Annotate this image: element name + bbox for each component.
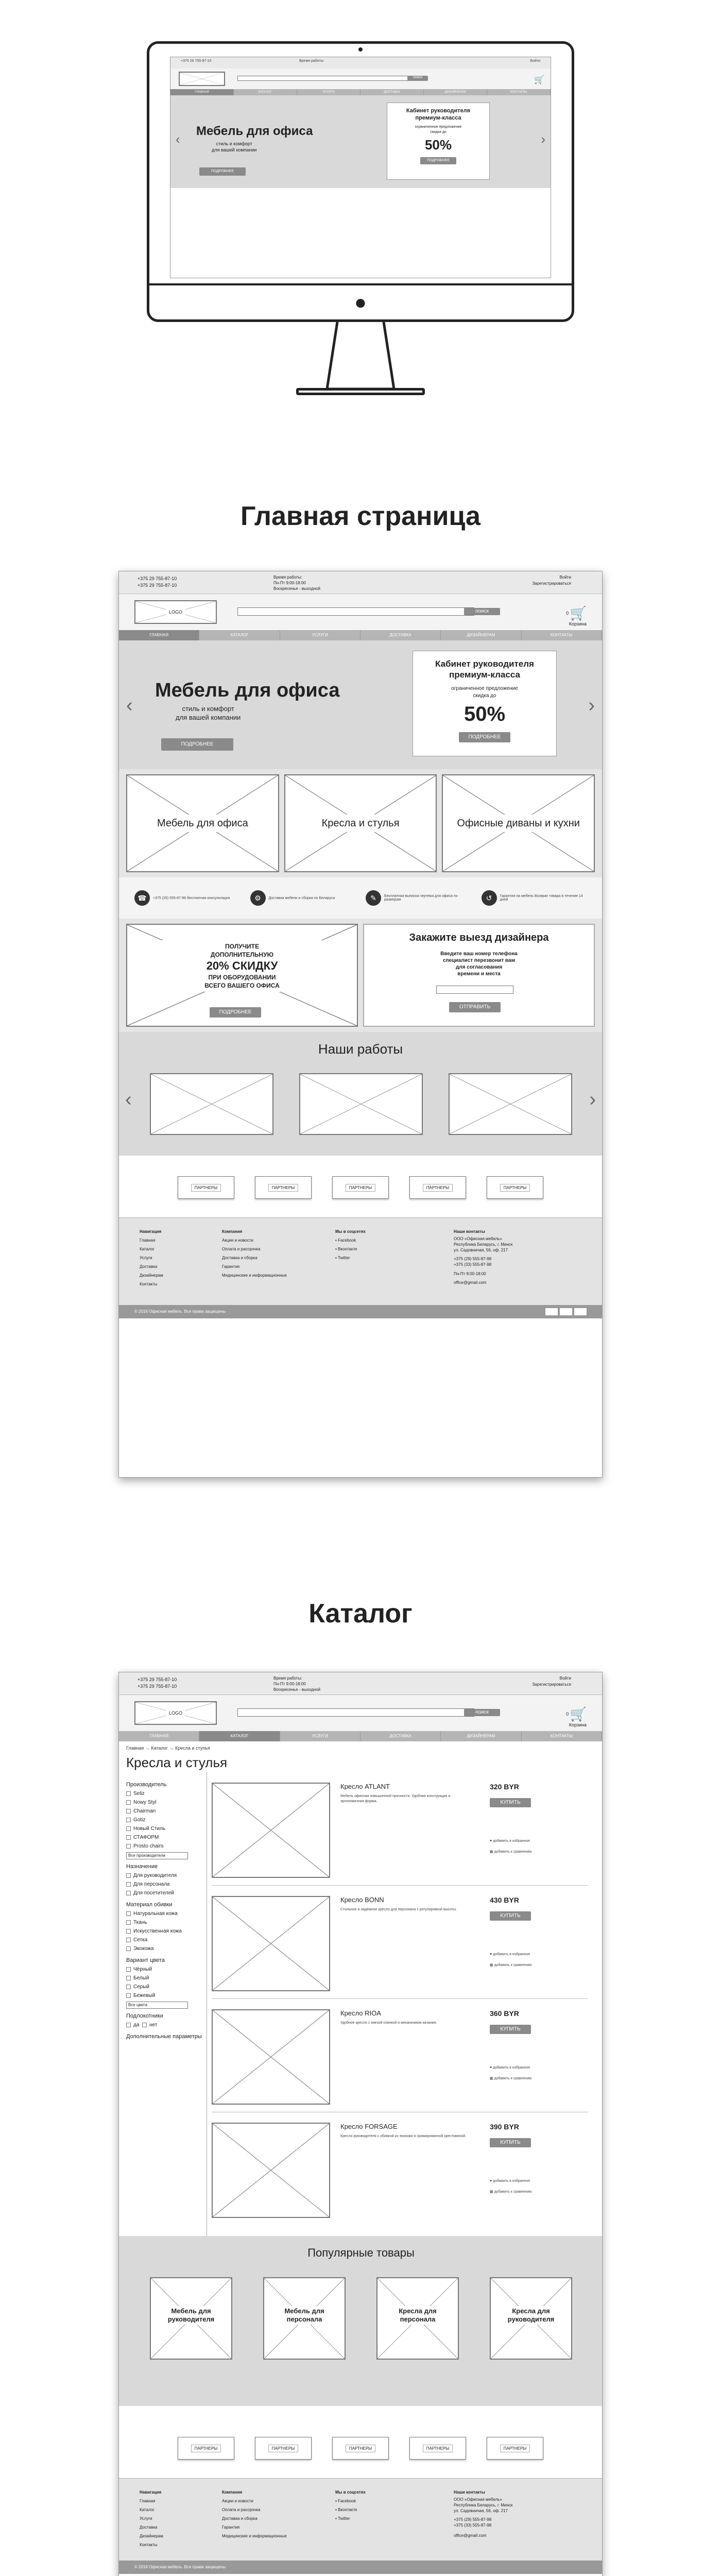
main-nav: [119, 630, 602, 640]
mini-next-arrow[interactable]: ›: [541, 131, 545, 147]
footer-link[interactable]: Услуги: [140, 2516, 152, 2521]
filter-checkbox[interactable]: Gotiz: [126, 1816, 203, 1824]
nav-item-contacts[interactable]: КОНТАКТЫ: [522, 630, 602, 640]
nav-item-contacts[interactable]: КОНТАКТЫ: [522, 1731, 602, 1741]
mini-login[interactable]: Войти: [530, 59, 540, 63]
header-login: [532, 574, 571, 587]
footer-link[interactable]: Главная: [140, 2499, 156, 2503]
monitor-camera: [358, 47, 363, 52]
delivery-icon: ⚙: [250, 890, 266, 906]
nav-item-delivery[interactable]: ДОСТАВКА: [360, 1731, 441, 1741]
buy-button[interactable]: КУПИТЬ: [490, 2025, 531, 2034]
mini-banner-sub: стиль и комфорт для вашей компании: [212, 141, 257, 152]
discount-more-button[interactable]: ПОДРОБНЕЕ: [210, 1007, 261, 1018]
filter-checkbox[interactable]: Сетка: [126, 1936, 203, 1944]
extra-params-toggle[interactable]: Дополнительные параметры: [126, 2033, 202, 2040]
partner-logo[interactable]: ПАРТНЕРЫ: [487, 2437, 543, 2460]
footer-link[interactable]: Акции и новости: [222, 1238, 253, 1243]
filter-checkbox[interactable]: Prosto chairs: [126, 1842, 203, 1851]
product-image[interactable]: [212, 2009, 330, 2105]
product-price: 320 BYR: [490, 1783, 519, 1791]
logo[interactable]: LOGO: [134, 1701, 217, 1725]
heart-icon: ♥: [490, 1953, 492, 1956]
header-mid: [119, 1695, 602, 1731]
nav-item-catalog[interactable]: КАТАЛОГ: [199, 630, 280, 640]
catalog-main: [119, 1741, 602, 2416]
filter-checkbox[interactable]: Для руководителя: [126, 1871, 203, 1880]
vk-link[interactable]: ▪ Вконтакте: [335, 1247, 357, 1251]
heart-icon: ♥: [490, 2179, 492, 2183]
monitor-stand: [317, 322, 404, 394]
partner-logo[interactable]: ПАРТНЕРЫ: [487, 1176, 543, 1199]
add-compare[interactable]: ▦ добавить к сравнению: [490, 2190, 532, 2194]
nav-item-services[interactable]: УСЛУГИ: [280, 1731, 360, 1741]
mini-nav-item[interactable]: КАТАЛОГ: [234, 89, 297, 95]
tile-sofas-kitchens[interactable]: Офисные диваны и кухни: [442, 774, 595, 872]
designer-send-button[interactable]: ОТПРАВИТЬ: [449, 1002, 501, 1012]
work-image[interactable]: [150, 1073, 273, 1135]
category-tiles: [119, 769, 602, 877]
footer-link[interactable]: Оплата и рассрочка: [222, 1247, 261, 1251]
footer-social: Мы в соцсетях ▪ Facebook ▪ Вконтакте ▪ Twitter: [335, 1227, 366, 1262]
heart-icon: ♥: [490, 1839, 492, 1843]
cart[interactable]: 0 🛒 Корзина: [566, 605, 587, 626]
footer-link[interactable]: Доставка и сборка: [222, 1256, 258, 1260]
breadcrumb[interactable]: Главная → Каталог → Кресла и стулья: [126, 1745, 210, 1751]
filter-checkbox[interactable]: да: [126, 2022, 139, 2028]
footer-link[interactable]: Услуги: [140, 1256, 152, 1260]
cart[interactable]: 0 🛒 Корзина: [566, 1706, 587, 1727]
footer-link[interactable]: Каталог: [140, 2507, 155, 2512]
tile-chairs[interactable]: Кресла и стулья: [284, 774, 437, 872]
footer-link[interactable]: Дизайнерам: [140, 1273, 163, 1278]
partner-logo[interactable]: ПАРТНЕРЫ: [255, 2437, 312, 2460]
nav-item-designers[interactable]: ДИЗАЙНЕРАМ: [441, 630, 521, 640]
partners-section: [119, 1156, 602, 1217]
header-top: [119, 571, 602, 594]
login-link[interactable]: Войти: [559, 1676, 571, 1681]
monitor-screen: [170, 57, 551, 278]
heart-icon: ♥: [490, 2066, 492, 2070]
add-favorite[interactable]: ♥ добавить в избранное: [490, 2179, 530, 2183]
compare-icon: ▦: [490, 1850, 493, 1854]
header-phones: +375 29 755-87-10 +375 29 755-87-10: [138, 576, 177, 588]
buy-button[interactable]: КУПИТЬ: [490, 1798, 531, 1807]
section-title-home: Главная страница: [241, 501, 480, 531]
hero-banner: [119, 640, 602, 769]
banner-subtitle: стиль и комфорт для вашей компании: [176, 705, 241, 721]
facebook-link[interactable]: ▪ Facebook: [335, 1238, 356, 1243]
twitter-link[interactable]: ▪ Twitter: [335, 1256, 350, 1260]
search-button[interactable]: поиск: [464, 608, 500, 615]
mini-banner-button[interactable]: ПОДРОБНЕЕ: [199, 167, 246, 176]
filter-checkbox[interactable]: Чёрный: [126, 1965, 203, 1974]
page-title: Кресла и стулья: [126, 1755, 228, 1770]
add-compare[interactable]: ▦ добавить к сравнению: [490, 1963, 532, 1967]
footer-bottom: © 2016 Офисная мебель. Все права защищены: [119, 2561, 602, 2574]
works-next-arrow[interactable]: ›: [589, 1089, 596, 1110]
mini-search-button[interactable]: поиск: [407, 76, 428, 81]
footer-link[interactable]: Медицинские и информационные: [222, 1273, 287, 1278]
apple-icon: ●: [354, 291, 367, 314]
nav-item-delivery[interactable]: ДОСТАВКА: [360, 630, 441, 640]
search-input[interactable]: [237, 1708, 474, 1717]
mini-phone: +375 29 755-87-10: [181, 59, 212, 63]
product-image[interactable]: [212, 2123, 330, 2218]
partner-logo[interactable]: ПАРТНЕРЫ: [178, 1176, 234, 1199]
filter-checkbox[interactable]: Новый Стиль: [126, 1824, 203, 1833]
search-input[interactable]: [237, 607, 474, 616]
monitor-mockup: [147, 41, 574, 422]
advantage-item: ↺ Гарантия на мебель Возврат товара в течение 14 дней: [482, 890, 587, 906]
mini-logo[interactable]: [179, 72, 225, 86]
mini-header-mid: [170, 69, 551, 89]
register-link[interactable]: Зарегистрироваться: [532, 581, 571, 586]
product-desc: Кресло руководителя с обивкой из экокожи и хромированной крестовиной.: [340, 2134, 466, 2138]
compare-icon: ▦: [490, 2077, 493, 2080]
footer-link[interactable]: Медицинские и информационные: [222, 2534, 287, 2538]
mini-hours: Время работы:: [299, 59, 324, 63]
mini-banner-title: Мебель для офиса: [196, 124, 313, 138]
filter-checkbox[interactable]: Для посетителей: [126, 1889, 203, 1897]
mini-nav-item[interactable]: ГЛАВНАЯ: [170, 89, 234, 95]
footer-link[interactable]: Оплата и рассрочка: [222, 2507, 261, 2512]
partners-section: [119, 2416, 602, 2478]
header-mid: [119, 594, 602, 630]
cart-icon[interactable]: 🛒: [570, 605, 587, 621]
footer-link[interactable]: Доставка: [140, 2525, 158, 2530]
return-icon: ↺: [482, 890, 497, 906]
add-favorite[interactable]: ♥ добавить в избранное: [490, 2066, 530, 2070]
search-button[interactable]: поиск: [464, 1709, 500, 1716]
advantages-strip: [119, 877, 602, 919]
footer-link[interactable]: Контакты: [140, 2543, 158, 2547]
promo-row: [119, 919, 602, 1032]
partner-logo[interactable]: ПАРТНЕРЫ: [409, 1176, 466, 1199]
product-name[interactable]: Кресло RIOA: [340, 2009, 381, 2017]
designer-block: Закажите выезд дизайнера Введите ваш номер телефона специалист перезвонит вам для согласования времени и места ОТПРАВИТЬ: [363, 924, 595, 1027]
tile-office-furniture[interactable]: Мебель для офиса: [126, 774, 279, 872]
buy-button[interactable]: КУПИТЬ: [490, 2138, 531, 2147]
nav-item-home[interactable]: ГЛАВНАЯ: [119, 630, 199, 640]
filter-checkbox[interactable]: Nowy Styl: [126, 1798, 203, 1807]
catalog-screen: [118, 1672, 603, 2576]
product-row: [212, 2117, 588, 2226]
footer-bottom: © 2016 Офисная мебель. Все права защищены: [119, 1305, 602, 1318]
product-row: [212, 1777, 588, 1886]
offer-more-button[interactable]: ПОДРОБНЕЕ: [459, 732, 510, 742]
mini-cart-icon[interactable]: 🛒: [534, 76, 544, 84]
email-link[interactable]: office@gmail.com: [454, 1280, 487, 1285]
footer-link[interactable]: Каталог: [140, 1247, 155, 1251]
mini-header-top: [170, 57, 551, 69]
designer-phone-input[interactable]: [436, 986, 513, 994]
monitor-base: [296, 388, 425, 395]
discount-block: ПОЛУЧИТЕ ДОПОЛНИТЕЛЬНУЮ 20% СКИДКУ ПРИ ОБОРУДОВАНИИ ВСЕГО ВАШЕГО ОФИСА ПОДРОБНЕЕ: [126, 924, 358, 1027]
compare-icon: ▦: [490, 1963, 493, 1967]
works-prev-arrow[interactable]: ‹: [125, 1089, 132, 1110]
login-link[interactable]: Войти: [559, 575, 571, 580]
filter-checkbox[interactable]: Белый: [126, 1974, 203, 1982]
banner-offer-card: Кабинет руководителя премиум-класса ограниченное предложение скидка до 50% ПОДРОБНЕЕ: [413, 651, 557, 756]
mastercard-icon: [560, 1308, 572, 1315]
register-link[interactable]: Зарегистрироваться: [532, 1682, 571, 1687]
filters-sidebar: Производитель Seliz Nowy Styl Chairman Gotiz Новый Стиль СТАФОРМ Prosto chairs Все производители Назначение Для руководителя Для персонала Для посетителей Материал обивки Натуральная кожа Ткань Искусственная кожа Сетка Экокожа Вариант цвета Чёрный Белый Серый Бежевый Все цвета Подлокотники да нет Дополнительные параметры: [126, 1777, 203, 2041]
cart-icon: 🛒: [570, 1706, 587, 1722]
product-row: [212, 2004, 588, 2112]
banner-more-button[interactable]: ПОДРОБНЕЕ: [161, 738, 233, 751]
works-title: Наши работы: [318, 1041, 403, 1057]
mini-banner-card: Кабинет руководителя премиум-класса ограниченное предложение скидка до 50% ПОДРОБНЕЕ: [387, 103, 490, 180]
visa-icon: [545, 1308, 558, 1315]
filter-checkbox[interactable]: Seliz: [126, 1789, 203, 1798]
product-desc: Стильное и надёжное кресло для персонала с регулировкой высоты.: [340, 1908, 457, 1911]
mini-banner: [170, 95, 551, 188]
filter-checkbox[interactable]: СТАФОРМ: [126, 1833, 203, 1842]
product-desc: Удобное кресло с мягкой спинкой и механизмом качания.: [340, 2021, 437, 2025]
filter-checkbox[interactable]: Для персонала: [126, 1880, 203, 1889]
footer-link[interactable]: Главная: [140, 1238, 156, 1243]
product-price: 360 BYR: [490, 2009, 519, 2018]
advantage-item: ⚙ Доставка мебели и сборка по Беларуси: [250, 890, 356, 906]
color-select[interactable]: Все цвета: [126, 2002, 188, 2009]
filter-checkbox[interactable]: Ткань: [126, 1918, 203, 1927]
partner-logo[interactable]: ПАРТНЕРЫ: [332, 1176, 389, 1199]
popular-section: [119, 2236, 603, 2406]
payment-icon: [574, 1308, 587, 1315]
nav-item-designers[interactable]: ДИЗАЙНЕРАМ: [441, 1731, 521, 1741]
compare-icon: ▦: [490, 2190, 493, 2194]
partner-logo[interactable]: ПАРТНЕРЫ: [178, 2437, 234, 2460]
footer-contacts: Наши контакты ООО «Офисная мебель» Республика Беларусь, г. Минск ул. Садовничая, 56, оф. 217 +375 (29) 555-87-98 +375 (33) 555-87-98 Пн-Пт 9:00-18:00 office@gmail.com: [454, 1227, 512, 1287]
mini-prev-arrow[interactable]: ‹: [176, 131, 180, 147]
footer-link[interactable]: Гарантия: [222, 2525, 240, 2530]
section-title-catalog: Каталог: [308, 1599, 413, 1629]
nav-item-catalog[interactable]: КАТАЛОГ: [199, 1731, 280, 1741]
add-favorite[interactable]: ♥ добавить в избранное: [490, 1839, 530, 1843]
main-nav: [119, 1731, 602, 1741]
filter-checkbox[interactable]: Chairman: [126, 1807, 203, 1816]
product-price: 390 BYR: [490, 2123, 519, 2131]
twitter-link[interactable]: ▪ Twitter: [335, 2516, 350, 2521]
add-favorite[interactable]: ♥ добавить в избранное: [490, 1953, 530, 1956]
buy-button[interactable]: КУПИТЬ: [490, 1911, 531, 1921]
banner-title: Мебель для офиса: [155, 680, 340, 701]
producer-select[interactable]: Все производители: [126, 1852, 188, 1859]
filter-checkbox[interactable]: Серый: [126, 1982, 203, 1991]
email-link[interactable]: office@gmail.com: [454, 2533, 487, 2538]
footer-link[interactable]: Дизайнерам: [140, 2534, 163, 2538]
facebook-link[interactable]: ▪ Facebook: [335, 2499, 356, 2503]
product-image[interactable]: [212, 1896, 330, 1991]
advantage-item: ☎ +375 (29) 555-87-98 бесплатная консультация: [134, 890, 240, 906]
product-name[interactable]: Кресло FORSAGE: [340, 2123, 398, 2130]
partner-logo[interactable]: ПАРТНЕРЫ: [332, 2437, 389, 2460]
footer-link[interactable]: Гарантия: [222, 1264, 240, 1269]
filter-checkbox[interactable]: Натуральная кожа: [126, 1909, 203, 1918]
popular-title: Популярные товары: [307, 2246, 415, 2259]
product-name[interactable]: Кресло BONN: [340, 1896, 384, 1904]
work-image[interactable]: [449, 1073, 572, 1135]
popular-item[interactable]: Кресла для персонала: [376, 2277, 459, 2360]
partner-logo[interactable]: ПАРТНЕРЫ: [255, 1176, 312, 1199]
footer-link[interactable]: Доставка и сборка: [222, 2516, 258, 2521]
footer-link[interactable]: Акции и новости: [222, 2499, 253, 2503]
add-compare[interactable]: ▦ добавить к сравнению: [490, 2077, 532, 2080]
popular-item[interactable]: Мебель для персонала: [263, 2277, 346, 2360]
mini-nav-item[interactable]: ДОСТАВКА: [360, 89, 424, 95]
filter-checkbox[interactable]: нет: [142, 2022, 157, 2028]
mini-nav-item[interactable]: КОНТАКТЫ: [487, 89, 551, 95]
footer: Навигация Главная Каталог Услуги Доставка Дизайнерам Контакты Компания Акции и новости Оплата и рассрочка Доставка и сборка Гарантия Медицинские и информационные Мы в соцсетях ▪ Facebook ▪ Вконтакте ▪ Twitter Наши контакты ООО «Офисная мебель» Республика Беларусь, г. Минск ул. Садовничая, 56, оф. 217 +375 (29) 555-87-98 +375 (33) 555-87-98 office@gmail.com © 2016 Офисная мебель. Все права защищены: [119, 2478, 602, 2574]
advantage-item: ✎ Бесплатная выписка чертежа для офиса по размерам: [366, 890, 471, 906]
product-image[interactable]: [212, 1783, 330, 1878]
header-hours: Время работы: Пн-Пт 9:00-18:00 Воскресенье - выходной: [273, 575, 320, 591]
vk-link[interactable]: ▪ Вконтакте: [335, 2507, 357, 2512]
product-name[interactable]: Кресло ATLANT: [340, 1783, 390, 1790]
work-image[interactable]: [299, 1073, 423, 1135]
product-desc: Мебель офисная повышенной прочности. Удобная конструкция и эргономичная форма.: [340, 1794, 451, 1803]
filter-checkbox[interactable]: Искусственная кожа: [126, 1927, 203, 1936]
nav-item-services[interactable]: УСЛУГИ: [280, 630, 360, 640]
mini-nav: [170, 89, 551, 95]
partner-logo[interactable]: ПАРТНЕРЫ: [409, 2437, 466, 2460]
drawing-icon: ✎: [366, 890, 381, 906]
add-compare[interactable]: ▦ добавить к сравнению: [490, 1850, 532, 1854]
popular-item[interactable]: Мебель для руководителя: [150, 2277, 232, 2360]
nav-item-home[interactable]: ГЛАВНАЯ: [119, 1731, 199, 1741]
footer-link[interactable]: Доставка: [140, 1264, 158, 1269]
footer-nav: Навигация Главная Каталог Услуги Доставка Дизайнерам Контакты: [140, 1227, 163, 1289]
filter-checkbox[interactable]: Бежевый: [126, 1991, 203, 2000]
mini-card-button[interactable]: ПОДРОБНЕЕ: [420, 157, 456, 164]
phone-icon: ☎: [134, 890, 150, 906]
logo[interactable]: LOGO: [134, 600, 217, 624]
banner-prev-arrow[interactable]: ‹: [126, 694, 133, 716]
home-screen: [118, 571, 603, 1478]
mini-nav-item[interactable]: ДИЗАЙНЕРАМ: [424, 89, 487, 95]
banner-next-arrow[interactable]: ›: [588, 694, 595, 716]
works-section: [119, 1032, 602, 1156]
popular-item[interactable]: Кресла для руководителя: [490, 2277, 572, 2360]
mini-search-input[interactable]: [237, 76, 413, 81]
footer-link[interactable]: Контакты: [140, 1282, 158, 1286]
header-top: +375 29 755-87-10 +375 29 755-87-10 Время работы: Пн-Пт 9:00-18:00 Воскресенье - выходной Войти Зарегистрироваться: [119, 1672, 602, 1695]
filter-checkbox[interactable]: Экокожа: [126, 1944, 203, 1953]
footer: [119, 1217, 602, 1318]
product-row: [212, 1891, 588, 1999]
footer-company: Компания Акции и новости Оплата и рассрочка Доставка и сборка Гарантия Медицинские и информационные: [222, 1227, 287, 1280]
mini-nav-item[interactable]: УСЛУГИ: [297, 89, 360, 95]
product-price: 430 BYR: [490, 1896, 519, 1904]
